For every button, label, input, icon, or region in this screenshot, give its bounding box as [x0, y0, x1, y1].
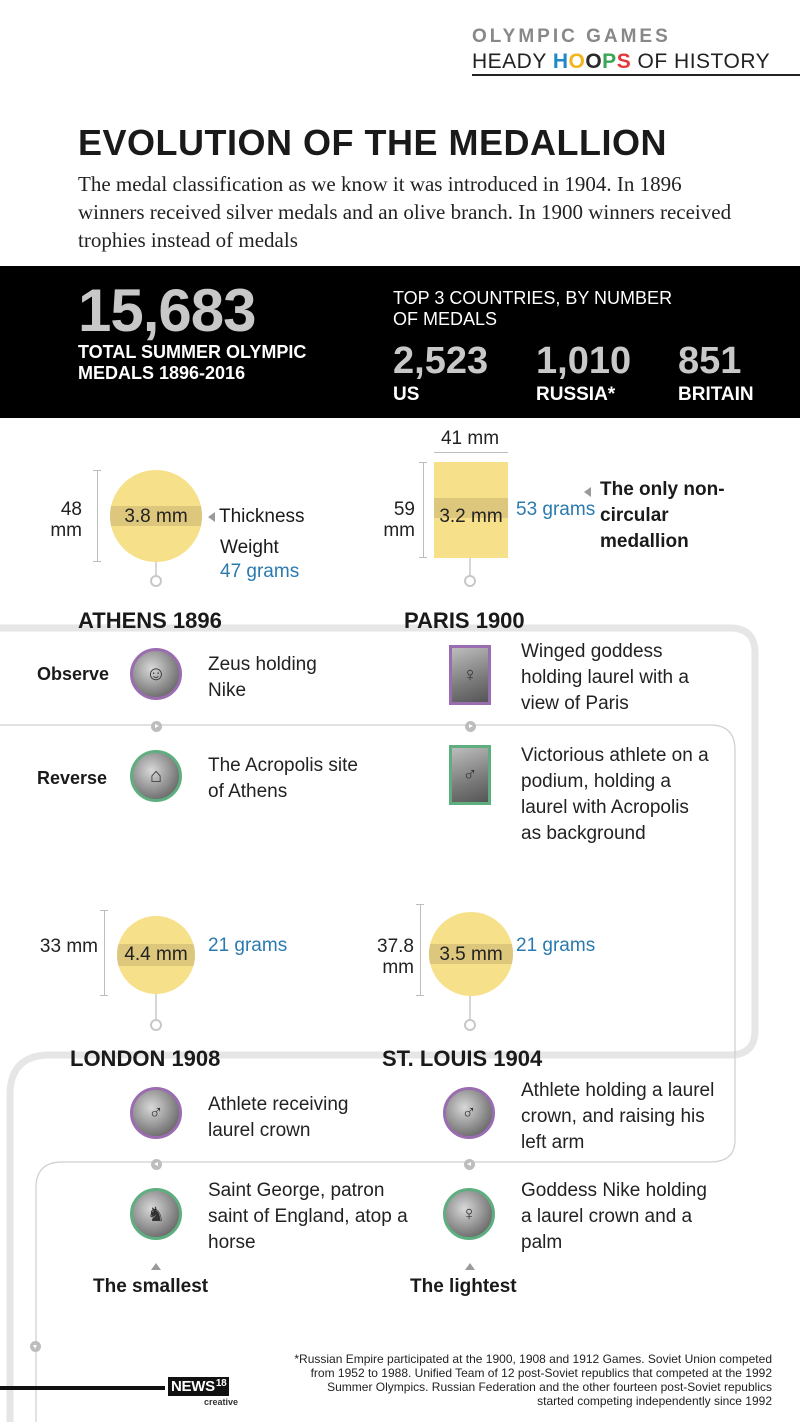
header-subtitle: HEADY HOOPS OF HISTORY	[472, 50, 771, 73]
logo-text: NEWS$^{18}$	[168, 1377, 229, 1396]
saint-george-horse-icon: ♞	[147, 1203, 165, 1226]
header-rule	[472, 74, 800, 76]
flow-arrow-right-icon	[465, 721, 476, 732]
athens-reverse-desc: The Acropolis site of Athens	[208, 755, 358, 802]
athens-city: ATHENS 1896	[78, 608, 222, 633]
flow-path	[0, 600, 800, 1422]
london-city: LONDON 1908	[70, 1046, 221, 1071]
london-stem	[155, 994, 157, 1020]
athlete-icon: ♂	[462, 763, 478, 786]
stlouis-pin	[464, 1019, 476, 1031]
athens-observe-coin	[130, 648, 182, 700]
stlouis-stem	[469, 996, 471, 1020]
athens-stem	[155, 562, 157, 576]
zeus-head-icon: ☺	[145, 662, 167, 685]
paris-stem	[469, 558, 471, 576]
top3-heading: TOP 3 COUNTRIES, BY NUMBER OF MEDALS	[393, 288, 673, 329]
athens-weight-label: Weight	[220, 537, 279, 558]
flow-arrow-left-icon	[151, 1159, 162, 1170]
athens-dimension-line	[97, 470, 98, 562]
logo-subtext: creative	[204, 1397, 239, 1407]
london-dimension-tick-top	[100, 910, 108, 911]
paris-observe-desc: Winged goddess holding laurel with a view of Paris	[521, 641, 689, 714]
paris-width-line	[434, 452, 508, 453]
paris-city: PARIS 1900	[404, 608, 525, 633]
london-reverse-coin	[130, 1188, 182, 1240]
athens-dimension-tick-top	[93, 470, 101, 471]
stlouis-weight: 21 grams	[516, 935, 596, 956]
pointer-up-icon	[465, 1263, 475, 1270]
goddess-nike-icon: ♀	[461, 1202, 477, 1225]
london-dimension-tick-bottom	[100, 995, 108, 996]
london-diameter: 33 mm	[39, 936, 98, 957]
paris-height: 59 mm	[383, 499, 415, 541]
footer-rule	[0, 1386, 165, 1390]
flow-arrow-right-icon	[151, 721, 162, 732]
stlouis-dimension-tick-top	[416, 904, 424, 905]
stlouis-dimension-tick-bottom	[416, 995, 424, 996]
london-pin	[150, 1019, 162, 1031]
paris-reverse-plaque	[449, 745, 491, 805]
athens-weight: 47 grams	[220, 561, 300, 582]
london-reverse-desc: Saint George, patron saint of England, atop a horse	[208, 1180, 408, 1253]
london-observe-desc: Athlete receiving laurel crown	[208, 1094, 349, 1141]
london-observe-coin	[130, 1087, 182, 1139]
athens-diameter: 48 mm	[50, 499, 82, 541]
country-2-value: 1,010	[536, 340, 632, 382]
header-kicker: OLYMPIC GAMES	[472, 26, 671, 47]
flow-arrow-left-icon	[464, 1159, 475, 1170]
stlouis-diameter: 37.8 mm	[377, 936, 414, 978]
stlouis-thickness: 3.5 mm	[439, 944, 503, 965]
athens-dimension-tick-bottom	[93, 561, 101, 562]
stlouis-note: The lightest	[410, 1276, 517, 1297]
acropolis-icon: ⌂	[149, 764, 163, 787]
paris-thickness: 3.2 mm	[439, 506, 503, 527]
winged-goddess-icon: ♀	[462, 663, 478, 686]
footnote: *Russian Empire participated at the 1900, 1908 and 1912 Games. Soviet Union competed from 1952 to 1988. Unified Team of 12 post-Soviet republics that competed at the 1992 Summer Olympics. Russian Federation and the other fourteen post-Soviet republics started competing independently since 1992	[294, 1352, 772, 1408]
london-dimension-line	[104, 910, 105, 996]
news18-logo	[168, 1378, 239, 1407]
stlouis-reverse-desc: Goddess Nike holding a laurel crown and a palm	[521, 1180, 707, 1253]
pointer-left-icon	[208, 512, 215, 522]
total-medals-caption: TOTAL SUMMER OLYMPIC MEDALS 1896-2016	[78, 342, 307, 383]
page-title: EVOLUTION OF THE MEDALLION	[78, 122, 667, 163]
total-medals-value: 15,683	[78, 277, 256, 344]
athens-reverse-coin	[130, 750, 182, 802]
london-note: The smallest	[93, 1276, 209, 1297]
intro-text: The medal classification as we know it was introduced in 1904. In 1896 winners received silver medals and an olive branch. In 1900 winners received trophies instead of medals	[78, 172, 732, 252]
country-1-name: US	[393, 384, 420, 405]
country-1-value: 2,523	[393, 340, 489, 382]
observe-label: Observe	[37, 664, 110, 684]
athens-observe-desc: Zeus holding Nike	[208, 654, 317, 701]
paris-width: 41 mm	[440, 428, 500, 449]
paris-height-tick-top	[419, 462, 427, 463]
paris-height-tick-bottom	[419, 557, 427, 558]
stlouis-dimension-line	[420, 904, 421, 996]
paris-note: The only non-circular medallion	[600, 479, 725, 552]
flow-arrow-down-icon	[30, 1341, 41, 1352]
country-3-value: 851	[678, 340, 742, 382]
paris-observe-plaque	[449, 645, 491, 705]
pointer-up-icon	[151, 1263, 161, 1270]
london-thickness: 4.4 mm	[124, 944, 188, 965]
stlouis-observe-coin	[443, 1087, 495, 1139]
athlete-crown-icon: ♂	[148, 1101, 164, 1124]
reverse-label: Reverse	[37, 768, 108, 788]
country-3-name: BRITAIN	[678, 384, 754, 405]
stlouis-city: ST. LOUIS 1904	[382, 1046, 543, 1071]
paris-reverse-desc: Victorious athlete on a podium, holding a laurel with Acropolis as background	[521, 745, 709, 844]
stlouis-reverse-coin	[443, 1188, 495, 1240]
paris-weight: 53 grams	[516, 499, 596, 520]
athlete-raising-arm-icon: ♂	[461, 1101, 477, 1124]
athens-pin	[150, 575, 162, 587]
london-weight: 21 grams	[208, 935, 288, 956]
country-2-name: RUSSIA*	[536, 384, 616, 405]
pointer-left-icon	[584, 483, 595, 501]
athens-thickness-label: Thickness	[208, 505, 305, 529]
athens-thickness: 3.8 mm	[124, 506, 188, 527]
paris-pin	[464, 575, 476, 587]
stlouis-observe-desc: Athlete holding a laurel crown, and raising his left arm	[521, 1080, 715, 1153]
